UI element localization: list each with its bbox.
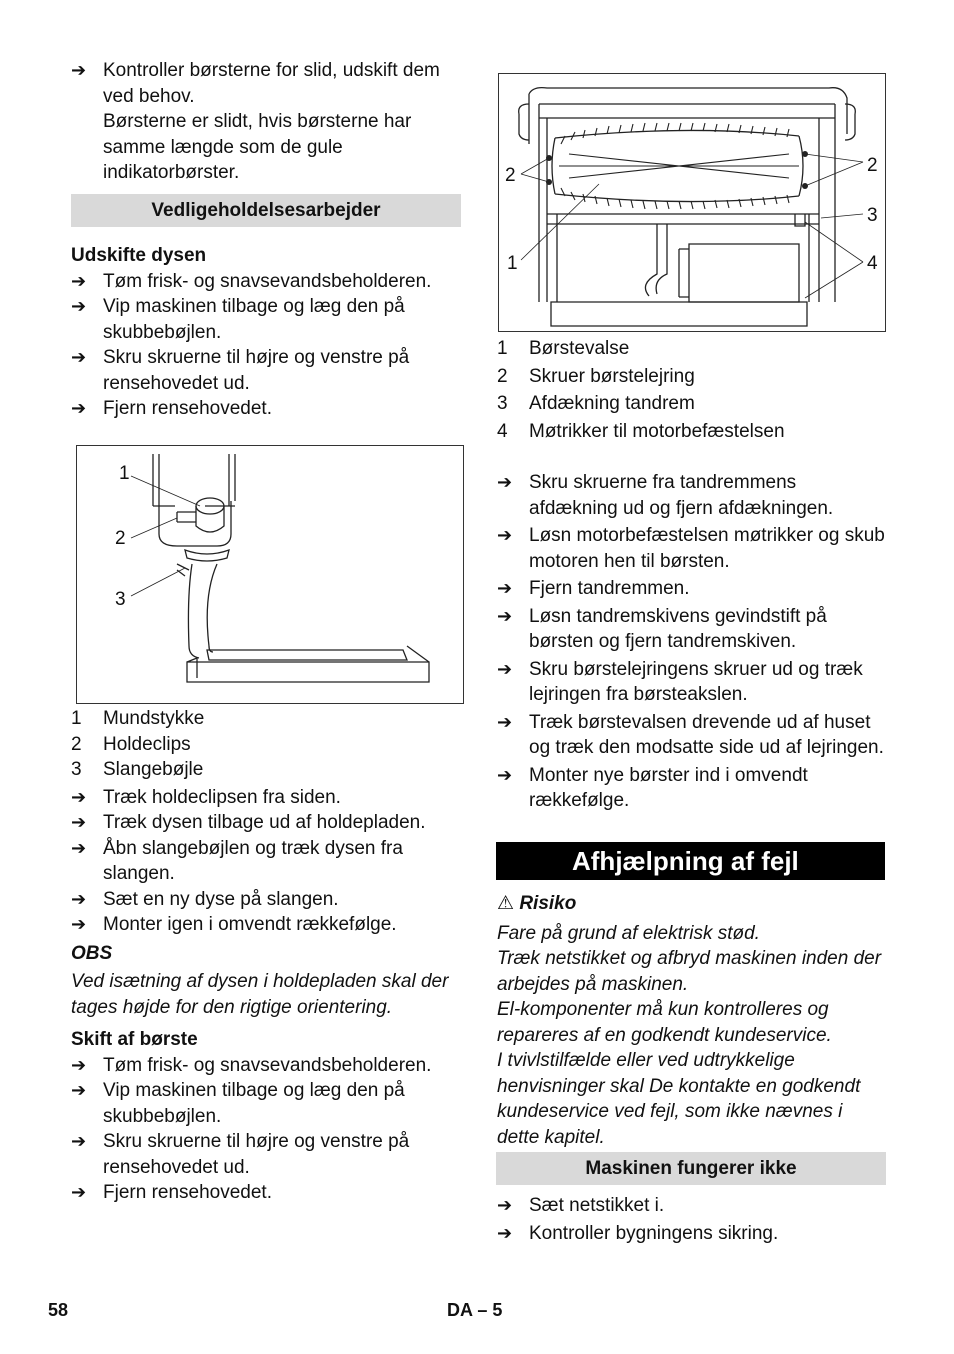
- nozzle-illustration: [77, 446, 463, 703]
- brush-figure: [498, 73, 886, 332]
- note-text: Ved isætning af dysen i holdepladen skal der tages højde for den rigtige orientering.: [71, 971, 449, 1018]
- bullet-item: ➔ Monter nye børster ind i omvendt rækkefølge.: [497, 764, 808, 811]
- page-number: 58: [48, 1300, 69, 1320]
- page-code: DA – 5: [447, 1300, 503, 1320]
- risk-line: Fare på grund af elektrisk stød.: [497, 922, 760, 944]
- arrow-icon: ➔: [497, 472, 513, 492]
- arrow-icon: ➔: [71, 837, 87, 858]
- bullet-item: ➔ Kontroller bygningens sikring.: [497, 1221, 889, 1247]
- bullet-item: ➔ Skru børstelejringens skruer ud og træk lejringen fra børsteakslen.: [497, 658, 863, 705]
- bullet-item: ➔ Løsn tandremskivens gevindstift på børsten og fjern tandremskiven.: [497, 605, 827, 652]
- legend-item: 3 Afdækning tandrem: [497, 393, 695, 414]
- arrow-icon: ➔: [71, 296, 87, 316]
- bullet-item: ➔ Skru skruerne fra tandremmens afdækning ud og fjern afdækningen.: [497, 472, 834, 519]
- bullet-item: ➔ Skru skruerne til højre og venstre på rensehovedet ud.: [71, 1131, 410, 1178]
- bullet-item: ➔ Monter igen i omvendt rækkefølge.: [71, 912, 463, 938]
- brush-legend-and-steps: [497, 336, 889, 814]
- arrow-icon: ➔: [71, 1054, 87, 1075]
- bullet-item: ➔ Sæt en ny dyse på slangen.: [71, 887, 463, 913]
- left-column: [71, 58, 463, 186]
- bullet-item: ➔ Fjern rensehovedet.: [71, 396, 463, 422]
- section-heading: Maskinen fungerer ikke: [496, 1152, 886, 1185]
- arrow-icon: ➔: [497, 1195, 513, 1215]
- nozzle-legend-and-steps: [71, 706, 463, 1206]
- arrow-icon: ➔: [71, 347, 87, 367]
- trouble-steps: [497, 1193, 889, 1246]
- figure-label-4: 4: [867, 253, 878, 274]
- arrow-icon: ➔: [71, 398, 87, 418]
- bullet-item: ➔ Tøm frisk- og snavsevandsbeholderen.: [71, 269, 463, 295]
- risk-heading: ⚠ Risiko: [497, 893, 577, 914]
- bullet-item: ➔ Fjern tandremmen.: [497, 576, 889, 602]
- bullet-item: ➔ Træk holdeclipsen fra siden.: [71, 785, 463, 811]
- bullet-item: ➔ Vip maskinen tilbage og læg den på skubbebøjlen.: [71, 296, 405, 343]
- brush-illustration: [499, 74, 885, 331]
- bullet-item: ➔ Sæt netstikket i.: [497, 1193, 889, 1219]
- arrow-icon: ➔: [71, 60, 87, 80]
- bullet-item: ➔ Træk dysen tilbage ud af holdepladen.: [71, 810, 463, 836]
- arrow-icon: ➔: [497, 711, 513, 732]
- legend-item: 2 Holdeclips: [71, 733, 191, 755]
- figure-label-2: 2: [115, 528, 126, 549]
- nozzle-section: [71, 243, 463, 422]
- warning-icon: ⚠: [497, 893, 515, 914]
- bullet-item: ➔ Tøm frisk- og snavsevandsbeholderen.: [71, 1053, 463, 1079]
- bullet-item: ➔ Kontroller børsterne for slid, udskift dem ved behov.: [71, 60, 440, 107]
- arrow-icon: ➔: [71, 270, 87, 291]
- bullet-item: ➔ Vip maskinen tilbage og læg den på skubbebøjlen.: [71, 1080, 405, 1127]
- subheading: Udskifte dysen: [71, 245, 207, 266]
- figure-label-2-right: 2: [867, 155, 878, 176]
- figure-label-2-left: 2: [505, 165, 516, 186]
- risk-line: Træk netstikket og afbryd maskinen inden der arbejdes på maskinen.: [497, 948, 882, 995]
- arrow-icon: ➔: [71, 812, 87, 832]
- legend-item: 1 Mundstykke: [71, 708, 205, 729]
- figure-label-1: 1: [119, 463, 130, 484]
- arrow-icon: ➔: [497, 525, 513, 545]
- bullet-item: ➔ Træk børstevalsen drevende ud af huset og træk den modsatte side ud af lejringen.: [497, 711, 884, 758]
- bullet-item: ➔ Skru skruerne til højre og venstre på rensehovedet ud.: [71, 347, 410, 394]
- arrow-icon: ➔: [497, 764, 513, 785]
- legend-item: 4 Møtrikker til motorbefæstelsen: [497, 420, 785, 442]
- chapter-title: Afhjælpning af fejl: [496, 842, 885, 880]
- arrow-icon: ➔: [71, 914, 87, 934]
- bullet-item: ➔ Løsn motorbefæstelsen møtrikker og skub motoren hen til børsten.: [497, 525, 885, 572]
- arrow-icon: ➔: [497, 1222, 513, 1243]
- bullet-item: ➔ Fjern rensehovedet.: [71, 1180, 463, 1206]
- legend-item: 1 Børstevalse: [497, 338, 630, 359]
- arrow-icon: ➔: [497, 578, 513, 598]
- arrow-icon: ➔: [497, 658, 513, 679]
- arrow-icon: ➔: [71, 786, 87, 807]
- arrow-icon: ➔: [71, 888, 87, 909]
- figure-label-1: 1: [507, 253, 518, 274]
- note-title: OBS: [71, 942, 113, 964]
- section-heading: Vedligeholdelsesarbejder: [71, 194, 461, 227]
- arrow-icon: ➔: [71, 1080, 87, 1100]
- arrow-icon: ➔: [497, 605, 513, 626]
- bullet-item: ➔ Åbn slangebøjlen og træk dysen fra slangen.: [71, 837, 403, 884]
- risk-section: [497, 891, 889, 1150]
- arrow-icon: ➔: [71, 1182, 87, 1202]
- subheading: Skift af børste: [71, 1029, 198, 1050]
- legend-item: 2 Skruer børstelejring: [497, 365, 695, 387]
- figure-label-3: 3: [867, 205, 878, 226]
- paragraph: Børsterne er slidt, hvis børsterne har samme længde som de gule indikatorbørster.: [103, 111, 412, 183]
- risk-line: I tvivlstilfælde eller ved udtrykkelige henvisninger skal De kontakte en godkendt kundeservice ved fejl, som ikke nævnes i dette kapitel.: [497, 1050, 861, 1148]
- arrow-icon: ➔: [71, 1131, 87, 1151]
- nozzle-figure: [76, 445, 464, 704]
- figure-label-3: 3: [115, 589, 126, 610]
- risk-line: El-komponenter må kun kontrolleres og repareres af en godkendt kundeservice.: [497, 999, 832, 1046]
- legend-item: 3 Slangebøjle: [71, 759, 204, 780]
